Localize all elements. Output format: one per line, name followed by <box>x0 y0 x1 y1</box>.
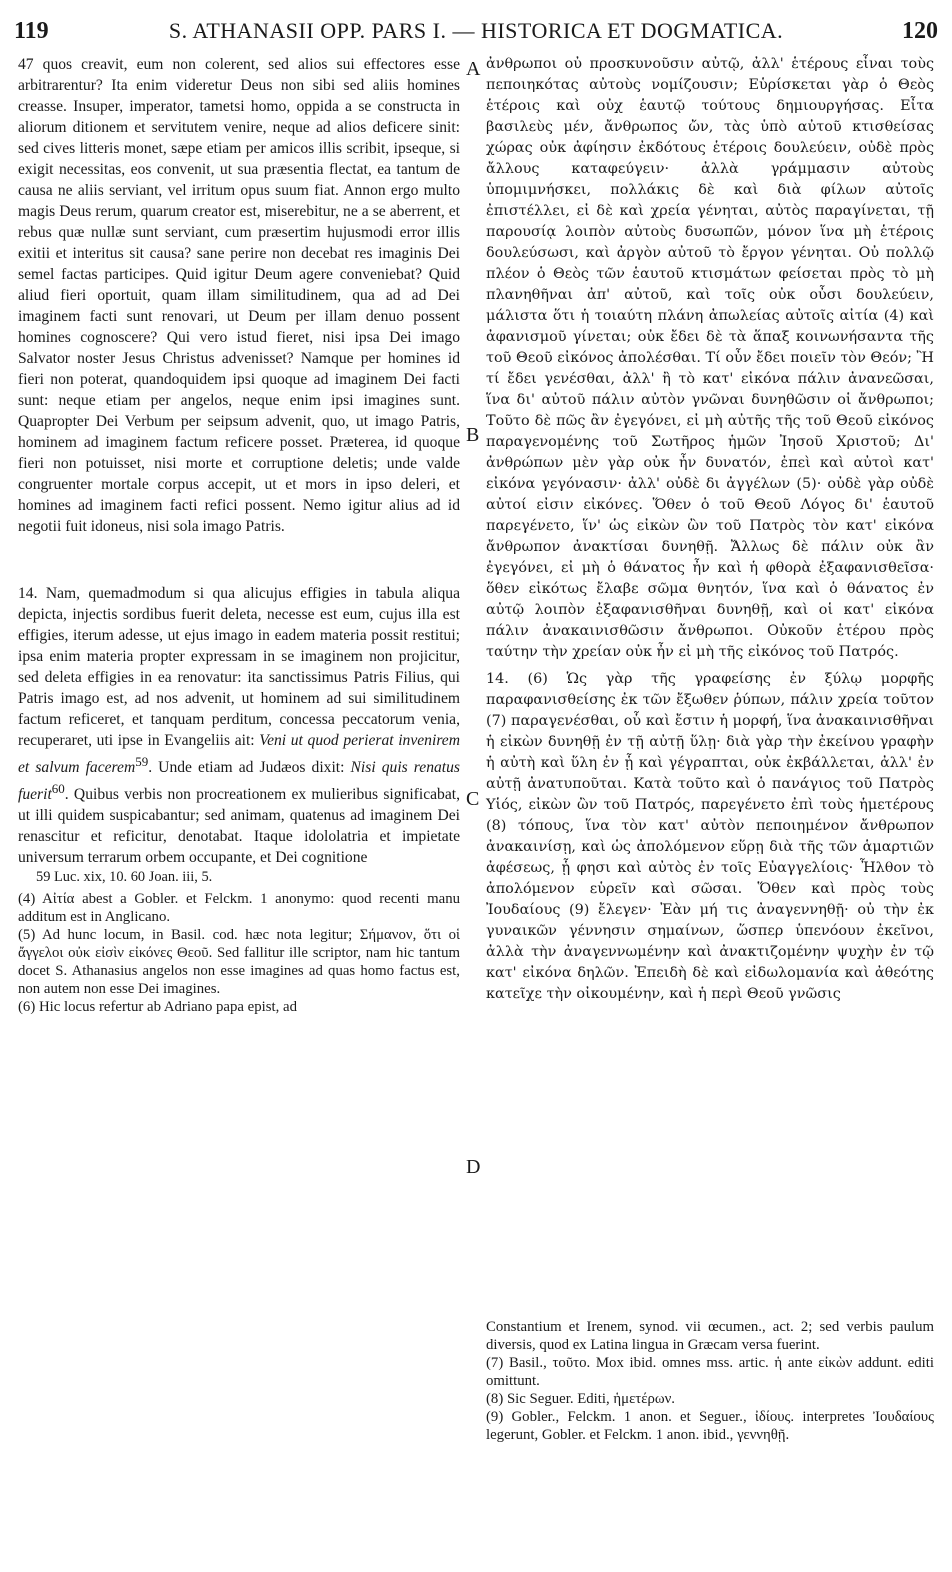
footnote-9: (9) Gobler., Felckm. 1 anon. et Seguer., ἰδίους. interpretes Ἰουδαίους legerunt, Gobler. et Felckm. 1 anon. ibid., γεννηθῇ. <box>486 1409 934 1443</box>
section-marker-a: A <box>466 58 481 80</box>
scripture-references: 59 Luc. xix, 10. 60 Joan. iii, 5. <box>36 869 213 886</box>
latin-paragraph-1: 47 quos creavit, eum non colerent, sed alios sui effectores esse arbitrarentur? Ita enim videretur Deus non sibi sed aliis homines creasse. Insuper, imperator, tametsi homo, oppida a se constructa in aliorum ditionem et servitutem venire, neque ad alios deficere sinit: sed cives litteris monet, sæpe etiam per amicos illis scribit, ipseque, si exigit necessitas, eos convenit, ut sua præsentia flectat, ea tantum de causa ne aliis serviant, vel irritum opus suum fiat. Annon ergo multo magis Deus rerum, quarum creator est, miserebitur, ne a se aberrent, et rebus quæ nullæ sunt serviant, cum præsertim hujusmodi error illis exitii et interitus sit causa? sane perire non decebat res imaginis Dei semel factas participes. Quid igitur Deum agere conveniebat? Quid aliud fieri oportuit, quam illam similitudinem, qua ad ad Dei imaginem facti sunt renovari, ut Deum per illam denuo possent homines cognoscere? Qui vero istud fieret, nisi ipsa Dei imago Salvator noster Jesus Christus advenisset? Namque per homines id fieri non poterat, quandoquidem ipsi quoque ad imaginem Dei facti sunt: neque etiam per angelos, neque enim ipsi imagines sunt. Quapropter Dei Verbum per seipsum advenit, quo, ut imago Patris, hominem ad imaginem factum reficere posset. Præterea, id quoque fieri non potuisset, nisi morte et corruptione deletis; unde valde congruenter mortale corpus accepit, ut et mors in ipso deleri, et homines ad imaginem facti refici possent. Nemo igitur alius ad id negotii fuit idoneus, nisi sola imago Patris. <box>18 56 460 535</box>
footnote-6: (6) Hic locus refertur ab Adriano papa epist, ad <box>18 999 297 1016</box>
footnotes-left <box>18 890 460 1016</box>
section-marker-b: B <box>466 424 480 446</box>
footnote-8: (8) Sic Seguer. Editi, ἡμετέρων. <box>486 1391 675 1407</box>
greek-paragraph-1: ἀνθρωποι οὐ προσκυνοῦσιν αὐτῷ, ἀλλ' ἑτέρους εἶναι τοὺς πεποιηκότας αὐτοὺς νομίζουσιν; Εὑρίσκεται γὰρ ὁ Θεὸς ἑτέροις καὶ οὐχ ἑαυτῷ τούτους δημιουργήσας. Εἶτα βασιλεὺς μέν, ἄνθρωπος ὤν, τὰς ὑπὸ αὐτοῦ κτισθείσας χώρας οὐκ ἀφίησιν ἐκδότους ἑτέροις δουλεύειν, οὐδὲ πρὸς ἄλλους καταφεύγειν· ἀλλὰ γράμμασιν αὐτοὺς ὑπομιμνήσκει, πολλάκις δὲ καὶ διὰ φίλων αὐτοῖς ἐπιστέλλει, εἰ δὲ καὶ χρεία γένηται, αὐτὸς παραγίνεται, τῇ παρουσίᾳ λοιπὸν αὐτοὺς δυσωπῶν, μόνον ἵνα μὴ ἑτέροις δουλεύσωσι, καὶ ἀργὸν αὐτοῦ τὸ ἔργον γένηται. Οὐ πολλῷ πλέον ὁ Θεὸς τῶν ἑαυτοῦ κτισμάτων φείσεται πρὸς τὸ μὴ πλανηθῆναι ἀπ' αὐτοῦ, καὶ τοῖς οὐκ οὖσι δουλεύειν, μάλιστα ὅτι ἡ τοιαύτη πλάνη ἀπωλείας αὐτοῖς αἰτία (4) καὶ ἀφανισμοῦ γίνεται; οὐκ ἔδει δὲ τὰ ἅπαξ κοινωνήσαντα τῆς τοῦ Θεοῦ εἰκόνος ἀπολέσθαι. Τί οὖν ἔδει ποιεῖν τὸν Θεόν; Ἢ τί ἔδει γενέσθαι, ἀλλ' ἢ τὸ κατ' εἰκόνα πάλιν ἀνανεῶσαι, ἵνα δι' αὐτοῦ πάλιν αὐτὸν γνῶναι δυνηθῶσιν οἱ ἄνθρωποι; Τοῦτο δὲ πῶς ἂν ἐγεγόνει, εἰ μὴ αὐτῆς τῆς τοῦ Θεοῦ εἰκόνος παραγενομένης τοῦ Σωτῆρος ἡμῶν Ἰησοῦ Χριστοῦ; Δι' ἀνθρώπων μὲν γὰρ οὐκ ἦν δυνατόν, ἐπεὶ καὶ αὐτοὶ κατ' εἰκόνα γεγόνασιν· ἀλλ' οὐδὲ δι ἀγγέλων (5)· οὐδὲ γὰρ οὐδὲ αὐτοί εἰσιν εἰκόνες. Ὅθεν ὁ τοῦ Θεοῦ Λόγος δι' ἑαυτοῦ παρεγένετο, ἵν' ὡς εἰκὼν ὢν τοῦ Πατρὸς τὸν κατ' εἰκόνα ἄνθρωπον ἀνακτίσαι δυνηθῇ. Ἄλλως δὲ πάλιν οὐκ ἂν ἐγεγόνει, εἰ μὴ ὁ θάνατος ἦν καὶ ἡ φθορὰ ἐξαφανισθεῖσα· ὅθεν εἰκότως ἔλαβε σῶμα θνητόν, ἵνα καὶ ὁ θάνατος ἐν αὐτῷ λοιπὸν ἐξαφανισθῆναι δυνηθῇ, καὶ οἱ κατ' εἰκόνα πάλιν ἀνακαινισθῶσιν ἄνθρωποι. Οὐκοῦν ἑτέρου πρὸς ταύτην τὴν χρείαν οὐκ ἦν εἰ μὴ τῆς εἰκόνος τοῦ Πατρός. <box>486 56 934 660</box>
footnote-ref-59: 59 <box>135 754 149 769</box>
footnote-5: (5) Ad hunc locum, in Basil. cod. hæc nota legitur; Σήμανον, ὅτι οἱ ἄγγελοι οὐκ εἰσὶν εἰκόνες Θεοῦ. Sed fallitur ille scriptor, nam hic tantum docet S. Athanasius angelos non esse imagines ad quas homo factus est, non autem non esse Dei imagines. <box>18 927 460 998</box>
page-number-right: 120 <box>902 18 938 44</box>
page-header <box>14 18 938 46</box>
page-number-left: 119 <box>14 18 49 44</box>
latin-column <box>18 54 460 1016</box>
footnote-7: (7) Basil., τοῦτο. Mox ibid. omnes mss. artic. ἡ ante εἰκὼν addunt. editi omittunt. <box>486 1355 934 1389</box>
running-title: S. ATHANASII OPP. PARS I. — HISTORICA ET DOGMATICA. <box>168 18 784 43</box>
latin-paragraph-14: 14. Nam, quemadmodum si qua alicujus effigies in tabula aliqua depicta, injectis sordibus fuerit deleta, necesse est eum, cujus illa est effigies, iterum adesse, ut ejus imago in eadem materia possit restitui; ipsa enim materia propter expressam in se imaginem non projicitur, sed deleta effigies in ea renovatur: ita sanctissimus Patris Filius, qui Patris imago est, ad nos advenit, ut hominem ad sui similitudinem factum reficeret, et tanquam perditum, concessa peccatorum venia, recuperaret, uti ipse in Evangeliis ait: Veni ut quod perierat invenirem et salvum facerem$^{59}$. Unde etiam ad Judæos dixit: Nisi quis renatus fuerit$^{60}$. Quibus verbis non procreationem ex mulieribus significabat, ut illi quidem suspicabantur; sed animam, quatenus ad imaginem Dei renascitur et reficitur, denotabat. Itaque idololatria et impietate universum terrarum orbem occupante, et Dei cognitione <box>18 585 461 867</box>
greek-paragraph-14: 14. (6) Ὡς γὰρ τῆς γραφείσης ἐν ξύλῳ μορφῆς παραφανισθείσης ἐκ τῶν ἔξωθεν ῥύπων, πάλιν χρεία τοῦτον (7) παραγενέσθαι, οὗ καὶ ἔστιν ἡ μορφή, ἵνα ἀνακαινισθῆναι ἡ εἰκὼν δυνηθῇ ἐν τῇ αὐτῇ ὕλῃ· διὰ γὰρ τὴν ἐκείνου γραφὴν ἡ αὐτὴ καὶ ὕλη ἐν ᾗ καὶ γέγραπται, οὐκ ἐκβάλλεται, ἀλλ' ἐν αὐτῇ ἀνατυποῦται. Κατὰ τοῦτο καὶ ὁ πανάγιος τοῦ Πατρὸς Υἱός, εἰκὼν ὢν τοῦ Πατρός, παρεγένετο ἐπὶ τοὺς ἡμετέρους (8) τόπους, ἵνα τὸν κατ' αὐτὸν πεποιημένον ἄνθρωπον ἀνακαινίσῃ, καὶ ὡς ἀπολόμενον εὕρῃ διὰ τῆς τῶν ἁμαρτιῶν ἀφέσεως, ᾗ φησι καὶ αὐτὸς ἐν τοῖς Εὐαγγελίοις· Ἦλθον τὸ ἀπολόμενον εὑρεῖν καὶ σῶσαι. Ὅθεν καὶ πρὸς τοὺς Ἰουδαίους (9) ἔλεγεν· Ἐὰν μή τις ἀναγεννηθῇ· οὐ τὴν ἐκ γυναικῶν γέννησιν σημαίνων, ὥσπερ ὑπενόουν ἐκεῖνοι, ἀλλὰ τὴν ἀναγεννωμένην καὶ ἀνακτιζομένην ψυχὴν ἐν τῷ κατ' εἰκόνα δηλῶν. Ἐπειδὴ δὲ καὶ εἰδωλομανία καὶ ἀθεότης κατεῖχε τὴν οἰκουμένην, καὶ ἡ περὶ Θεοῦ γνῶσις <box>486 671 934 1002</box>
greek-column <box>486 54 934 1005</box>
quote-luke: Veni ut quod perierat invenirem et salvum facerem <box>18 732 460 777</box>
section-marker-c: C <box>466 788 480 810</box>
section-gap <box>18 537 460 583</box>
footnote-4: (4) Αἰτία abest a Gobler. et Felckm. 1 anonymo: quod recenti manu additum est in Anglicano. <box>18 891 460 926</box>
footnote-6-continued: Constantium et Irenem, synod. vii œcumen., act. 2; sed verbis paulum diversis, quod ex Latina lingua in Græcam versa fuerint. <box>486 1319 934 1353</box>
section-marker-d: D <box>466 1156 481 1178</box>
footnotes-right <box>486 1318 934 1444</box>
footnote-ref-60: 60 <box>51 781 65 797</box>
quote-john: Nisi quis renatus fuerit <box>18 759 461 804</box>
